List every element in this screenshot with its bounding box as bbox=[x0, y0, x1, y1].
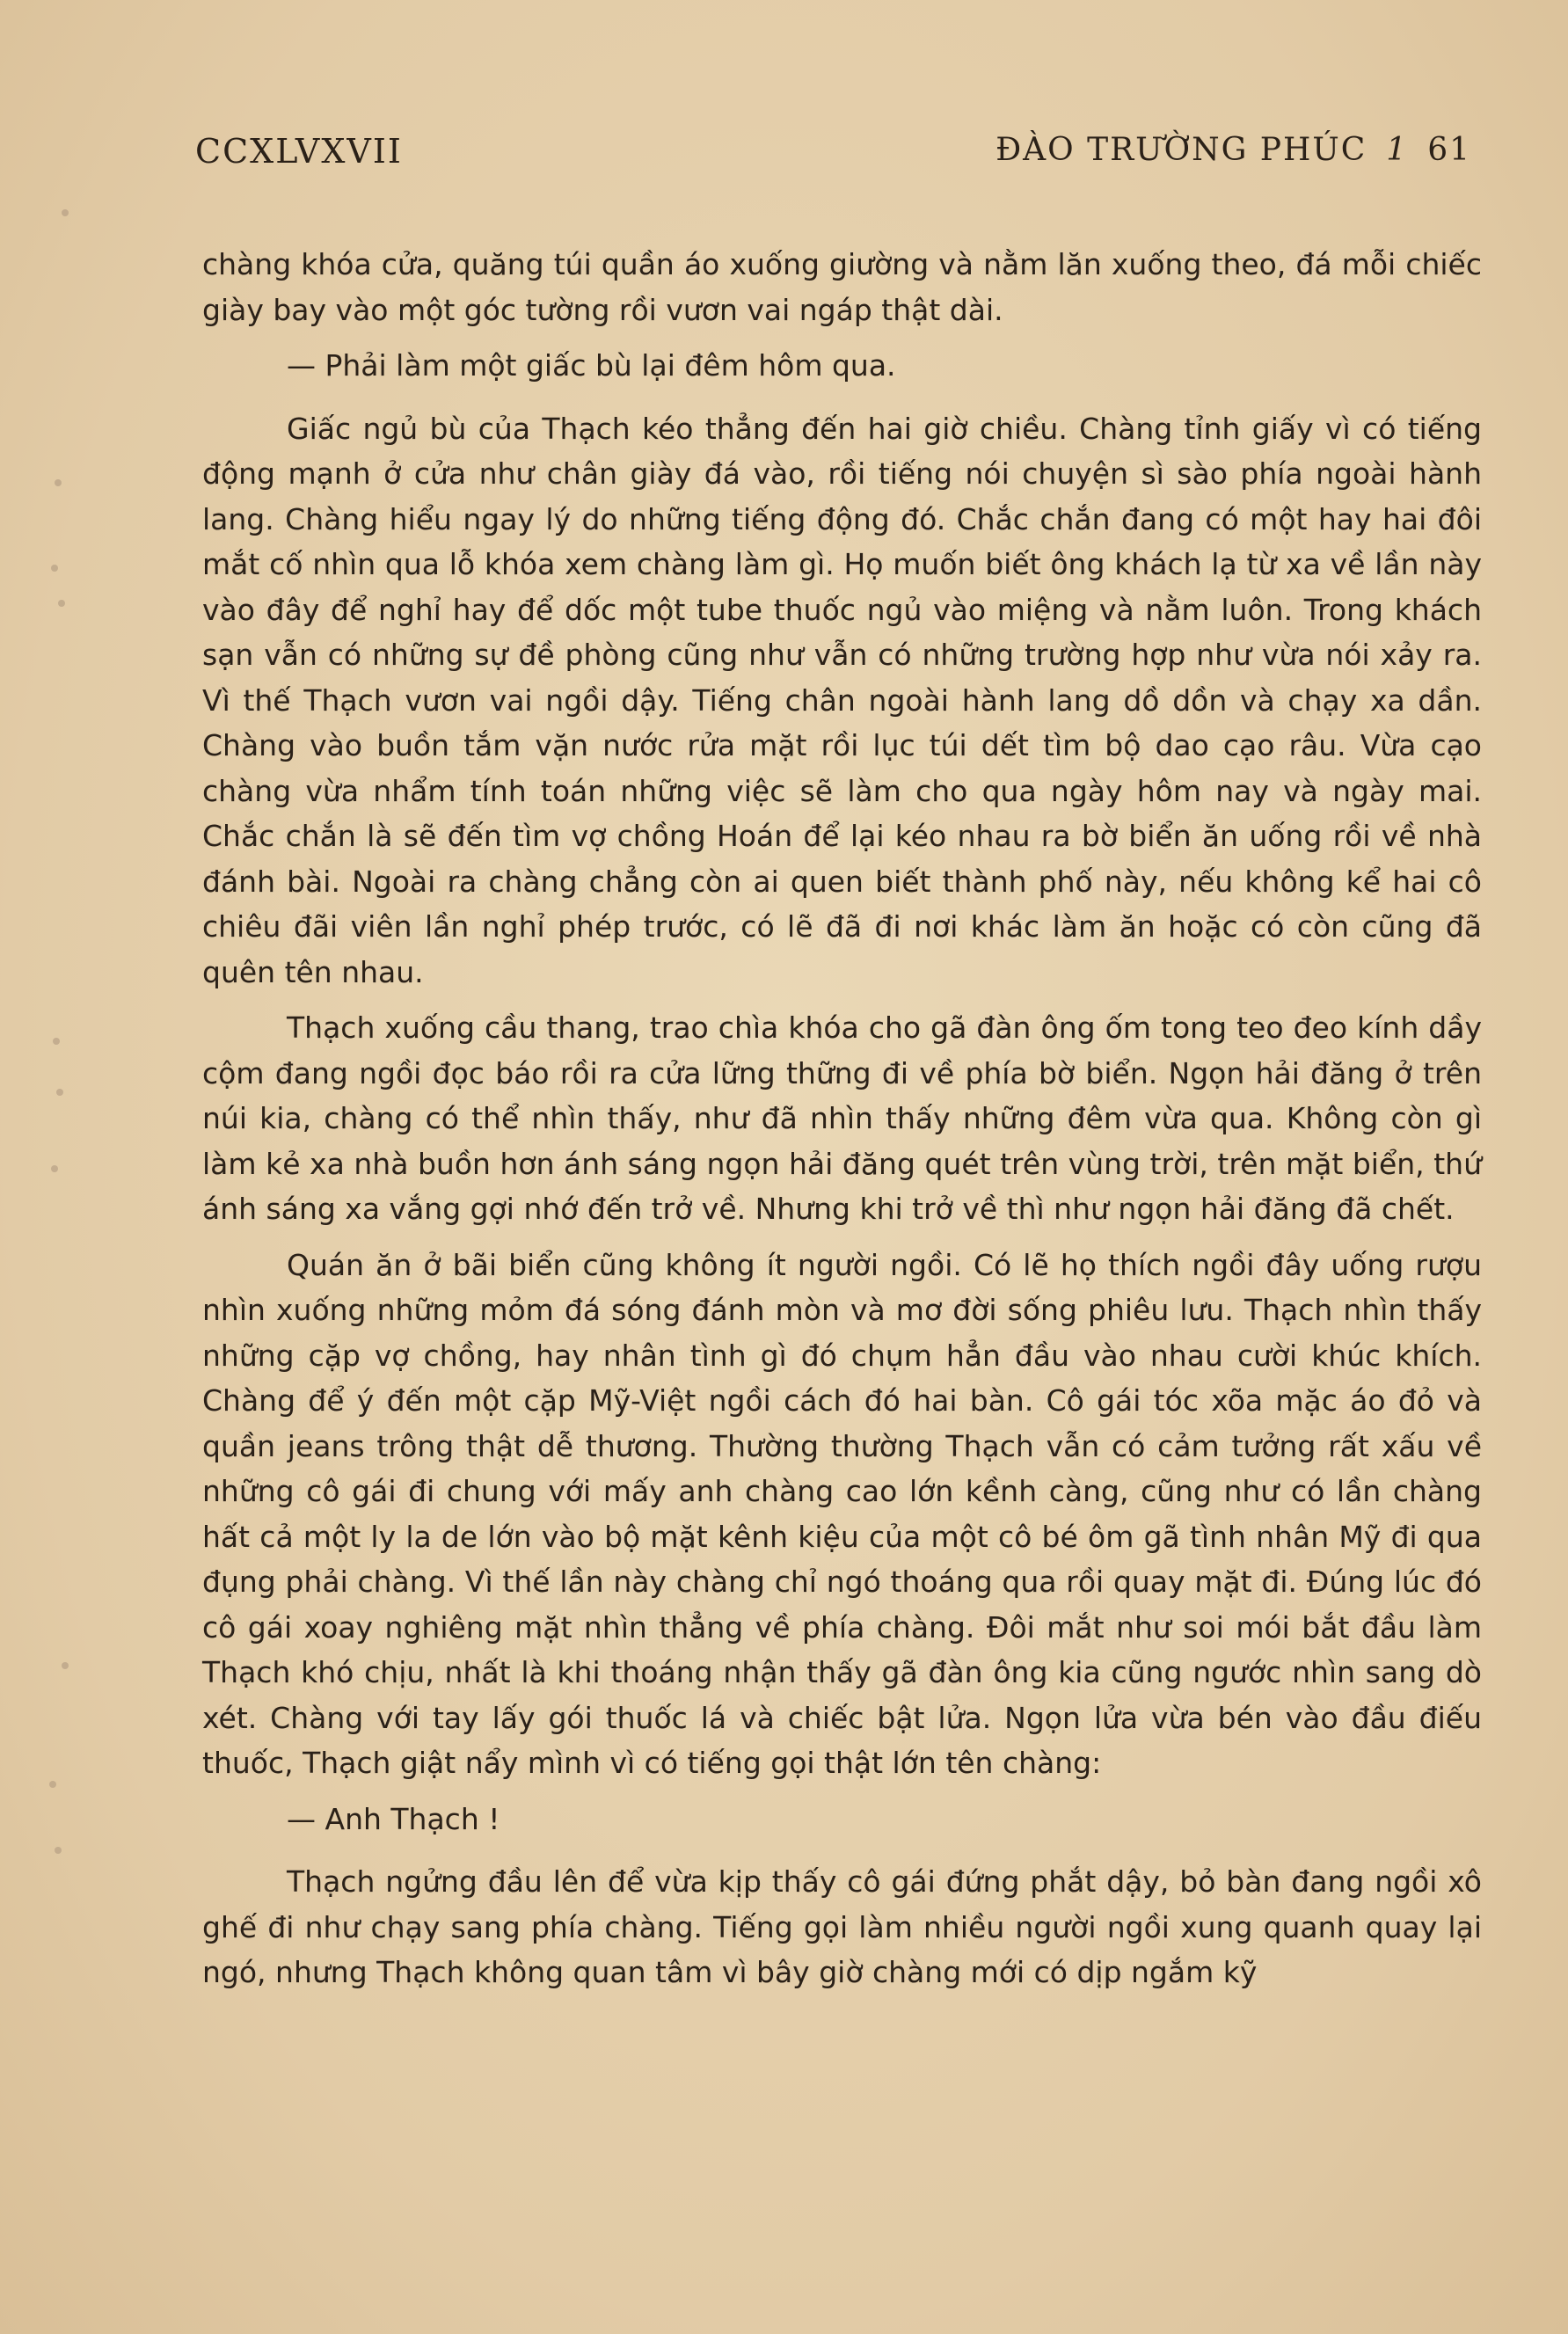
paragraph: Giấc ngủ bù của Thạch kéo thẳng đến hai giờ chiều. Chàng tỉnh giấy vì có tiếng động mạnh ở cửa như chân giày đá vào, rồi tiếng nói chuyện sì sào phía ngoài hành lang. Chàng hiểu ngay lý do những tiếng động đó. Chắc chắn đang có một hay hai đôi mắt cố nhìn qua lỗ khóa xem chàng làm gì. Họ muốn biết ông khách lạ từ xa về lần này vào đây để nghỉ hay để dốc một tube thuốc ngủ vào miệng và nằm luôn. Trong khách sạn vẫn có những sự đề phòng cũng như vẫn có những trường hợp như vừa nói xảy ra. Vì thế Thạch vươn vai ngồi dậy. Tiếng chân ngoài hành lang dồ dồn và chạy xa dần. Chàng vào buồn tắm vặn nước rửa mặt rồi lục túi dết tìm bộ dao cạo râu. Vừa cạo chàng vừa nhẩm tính toán những việc sẽ làm cho qua ngày hôm nay và ngày mai. Chắc chắn là sẽ đến tìm vợ chồng Hoán để lại kéo nhau ra bờ biển ăn uống rồi về nhà đánh bài. Ngoài ra chàng chẳng còn ai quen biết thành phố này, nếu không kể hai cô chiêu đãi viên lần nghỉ phép trước, có lẽ đã đi nơi khác làm ăn hoặc có còn cũng đã quên tên nhau. bbox=[202, 411, 1482, 989]
page-number: 61 bbox=[1427, 132, 1471, 168]
paragraph: Quán ăn ở bãi biển cũng không ít người ngồi. Có lẽ họ thích ngồi đây uống rượu nhìn xuống những mỏm đá sóng đánh mòn và mơ đời sống phiêu lưu. Thạch nhìn thấy những cặp vợ chồng, hay nhân tình gì đó chụm hẳn đầu vào nhau cười khúc khích. Chàng để ý đến một cặp Mỹ-Việt ngồi cách đó hai bàn. Cô gái tóc xõa mặc áo đỏ và quần jeans trông thật dễ thương. Thường thường Thạch vẫn có cảm tưởng rất xấu về những cô gái đi chung với mấy anh chàng cao lớn kềnh càng, cũng như có lần chàng hất cả một ly la de lớn vào bộ mặt kênh kiệu của một cô bé ôm gã tình nhân Mỹ đi qua đụng phải chàng. Vì thế lần này chàng chỉ ngó thoáng qua rồi quay mặt đi. Đúng lúc đó cô gái xoay nghiêng mặt nhìn thẳng về phía chàng. Đôi mắt như soi mói bắt đầu làm Thạch khó chịu, nhất là khi thoáng nhận thấy gã đàn ông kia cũng ngước nhìn sang dò xét. Chàng với tay lấy gói thuốc lá và chiếc bật lửa. Ngọn lửa vừa bén vào đầu điếu thuốc, Thạch giật nẩy mình vì có tiếng gọi thật lớn tên chàng: bbox=[202, 1247, 1482, 1780]
author-name: ĐÀO TRƯỜNG PHÚC bbox=[995, 132, 1367, 168]
dialogue-line: — Anh Thạch ! bbox=[287, 1801, 500, 1836]
running-header bbox=[195, 132, 1471, 185]
header-separator: 1 bbox=[1386, 132, 1409, 168]
paragraph: Thạch xuống cầu thang, trao chìa khóa cho gã đàn ông ốm tong teo đeo kính dầy cộm đang ngồi đọc báo rồi ra cửa lững thững đi về phía bờ biển. Ngọn hải đăng ở trên núi kia, chàng có thể nhìn thấy, như đã nhìn thấy những đêm vừa qua. Không còn gì làm kẻ xa nhà buồn hơn ánh sáng ngọn hải đăng quét trên vùng trời, trên mặt biển, thứ ánh sáng xa vắng gợi nhớ đến trở về. Nhưng khi trở về thì như ngọn hải đăng đã chết. bbox=[202, 1010, 1482, 1226]
header-right bbox=[995, 132, 1471, 168]
header-left-code: CCXLVXVII bbox=[195, 132, 403, 171]
dialogue-line: — Phải làm một giấc bù lại đêm hôm qua. bbox=[287, 348, 896, 383]
paragraph-continued: chàng khóa cửa, quăng túi quần áo xuống giường và nằm lăn xuống theo, đá mỗi chiếc giày bay vào một góc tường rồi vươn vai ngáp thật dài. bbox=[202, 247, 1482, 327]
body-text bbox=[202, 242, 1482, 2006]
paragraph: Thạch ngửng đầu lên để vừa kịp thấy cô gái đứng phắt dậy, bỏ bàn đang ngồi xô ghế đi như chạy sang phía chàng. Tiếng gọi làm nhiều người ngồi xung quanh quay lại ngó, nhưng Thạch không quan tâm vì bây giờ chàng mới có dịp ngắm kỹ bbox=[202, 1864, 1482, 1989]
